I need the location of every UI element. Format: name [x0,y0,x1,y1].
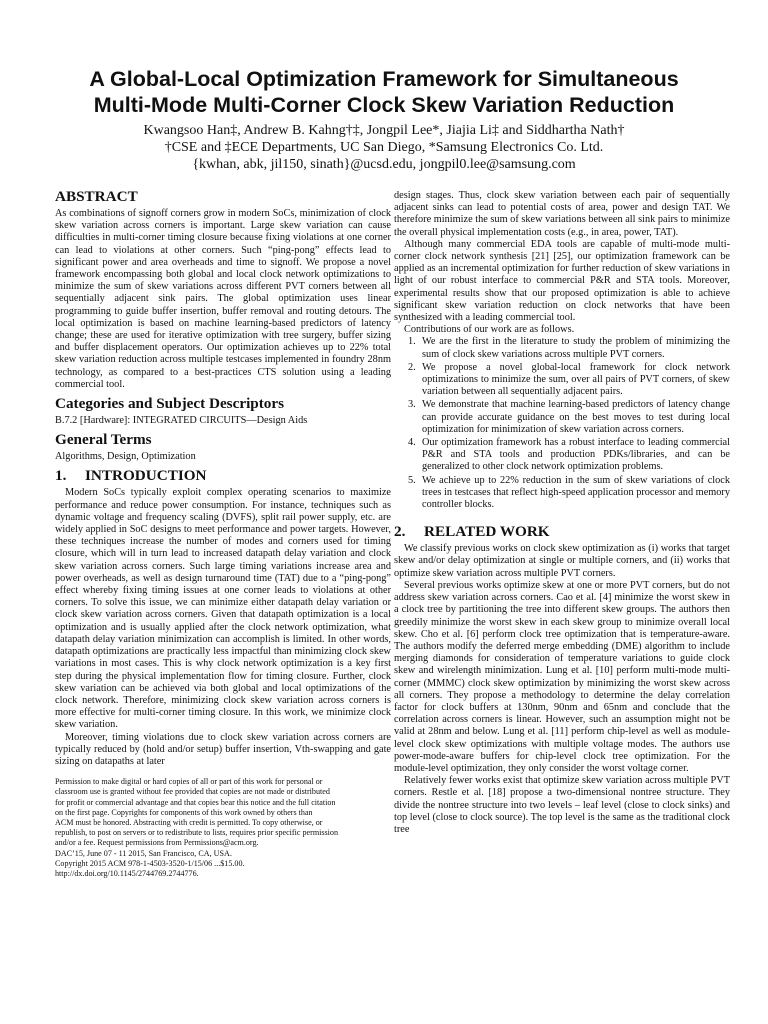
general-terms-heading: General Terms [55,431,152,449]
section-number: 2. [394,523,406,541]
list-number: 2. [408,361,416,373]
title-line-1: A Global-Local Optimization Framework for Simultaneous [89,67,679,91]
list-item-text: We are the first in the literature to study the problem of minimizing the sum of clock skew variations across multiple PVT corners. [422,336,730,360]
section-title: INTRODUCTION [85,467,207,485]
list-item-text: We demonstrate that machine learning-based predictors of latency change can provide accurate guidance on the best moves to test during local optimization for minimization of skew variation across corners. [422,399,730,435]
footnote-line: and/or a fee. Request permissions from Permissions@acm.org. [55,838,259,848]
abstract-text: As combinations of signoff corners grow in modern SoCs, minimization of clock skew variation across corners is important. Large skew variation can cause difficulties in multi-corner timing closure because fixing violations at one corner can lead to violations at other corners. Such “ping-pong” effects lead to significant power and area overheads and time to signoff. We propose a novel framework encompassing both global and local clock network optimizations to minimize the sum of skew variations across different PVT corners between all sequentially adjacent sink pairs. The global optimization uses linear programming to guide buffer insertion, buffer removal and routing detours. The local optimization is based on machine learning-based predictors of latency change; these are used for iterative optimization with tree surgery, buffer sizing and buffer displacement operators. Our optimization achieves up to 22% total skew variation reduction across multiple testcases implemented in foundry 28nm technology, as compared to a best-practices CTS solution using a leading commercial tool. [55,208,391,390]
footnote-line: Copyright 2015 ACM 978-1-4503-3520-1/15/06 ...$15.00. [55,858,245,868]
introduction-paragraph-2: Moreover, timing violations due to clock skew variation across corners are typically reduced by (hold and/or setup) buffer insertion, Vth-swapping and gate sizing on datapaths at later [55,731,391,767]
section-number: 1. [55,467,67,485]
list-item [394,336,730,360]
related-work-paragraph-1: We classify previous works on clock skew optimization as (i) works that target skew and/or delay optimization at single or multiple corners, and (ii) works that optimize skew variation across multiple PVT corners. [394,543,730,579]
author-block [0,122,768,173]
introduction-paragraph-1: Modern SoCs typically exploit complex operating scenarios to maximize performance and reduce power consumption. For instance, techniques such as dynamic voltage and frequency scaling (DVFS), split rail power supply, etc. are widely applied in SoC designs to meet performance and power targets. However, these techniques increase the number of modes and corners used for timing closure, which will in turn lead to increased datapath delay variation and clock skew variation across corners. Such large timing variations increase area and power overheads, as well as design turnaround time (TAT) due to a “ping-pong” effect whereby fixing timing issues at one corner leads to violations at other corners. To solve this issue, we can minimize either datapath delay variation or clock skew variation across corners. Given that datapath optimization is a local optimization and is usually applied after the clock network optimization, what datapath delay variation minimization can accomplish is limited. In other words, datapath optimizations are practically less impactful than minimizing clock skew variations in most cases. This is why clock network optimization is a key first step during the physical implementation flow for timing closure. Further, clock skew variation can be achieved via both global and local optimizations of the clock network. Therefore, minimizing clock skew variation across corners is more effective for multi-corner timing closure. In this work, we minimize clock skew variation. [55,487,391,731]
abstract-heading: ABSTRACT [55,188,138,205]
list-item [394,437,730,474]
eda-tools-paragraph: Although many commercial EDA tools are capable of multi-mode multi-corner clock network synthesis [21] [25], our optimization framework can be applied as an incremental optimization for further reduction of skew variations in light of our robust interface to commercial P&R and STA tools. Moreover, experimental results show that our proposed optimization is able to achieve significant skew variation reduction on clock networks that have been synthesized with a leading commercial tool. [394,238,730,324]
footnote-line: ACM must be honored. Abstracting with credit is permitted. To copy otherwise, or [55,817,323,827]
list-item [394,475,730,512]
section-title: RELATED WORK [424,523,550,541]
list-number: 3. [408,399,416,411]
list-item-text: We propose a novel global-local framework for clock network optimizations to minimize the sum, over all pairs of PVT corners, of skew variation between all sequentially adjacent pairs. [422,361,730,398]
categories-heading: Categories and Subject Descriptors [55,395,285,413]
categories-text: B.7.2 [Hardware]: INTEGRATED CIRCUITS—Design Aids [55,415,308,427]
left-column [55,184,391,879]
footnote-line: Permission to make digital or hard copies of all or part of this work for personal or [55,777,323,787]
footnote-line: for profit or commercial advantage and that copies bear this notice and the full citation [55,797,336,807]
author-names: Kwangsoo Han‡, Andrew B. Kahng†‡, Jongpil Lee*, Jiajia Li‡ and Siddhartha Nath† [143,123,625,138]
list-item-text: Our optimization framework has a robust interface to leading commercial P&R and STA tools and production PDKs/libraries, and can be generalized to other clock network optimization problems. [422,437,730,473]
list-item [394,362,730,399]
right-column [394,190,730,836]
footnote-line: on the first page. Copyrights for components of this work owned by others than [55,807,313,817]
footnote-line: classroom use is granted without fee provided that copies are not made or distributed [55,787,330,797]
footnote-line: republish, to post on servers or to redistribute to lists, requires prior specific permission [55,828,339,838]
list-item [394,399,730,436]
paper-title [0,66,768,118]
footnote-line: DAC’15, June 07 - 11 2015, San Francisco, CA, USA. [55,848,232,858]
design-stages-paragraph: design stages. Thus, clock skew variation between each pair of sequentially adjacent sinks can lead to potential costs of area, power and design TAT. We therefore minimize the sum of skew variations between all sink pairs to minimize the overall physical implementation costs (e.g., in area, power, TAT). [394,190,730,238]
list-number: 1. [408,336,416,348]
introduction-heading [55,467,391,485]
author-affiliations: †CSE and ‡ECE Departments, UC San Diego, *Samsung Electronics Co. Ltd. [164,140,604,155]
paper-header [0,0,768,173]
general-terms-text: Algorithms, Design, Optimization [55,451,196,463]
related-work-paragraph-3: Relatively fewer works exist that optimize skew variation across multiple PVT corners. Restle et al. [18] propose a two-dimensional nontree structure. They divide the nontree structure into two levels – leaf level (close to clock sinks) and top level (close to clock source). The top level is the same as the traditional clock tree [394,775,730,835]
related-work-heading [394,523,730,541]
footnote-line: http://dx.doi.org/10.1145/2744769.2744776. [55,868,199,878]
related-work-paragraph-2: Several previous works optimize skew at one or more PVT corners, but do not address skew variation across corners. Cao et al. [4] minimize the worst skew in a clock tree by partitioning the tree into different skew groups. The authors then greedily minimize the worst skew in each skew group to minimize overall local skew. Cho et al. [6] perform clock tree optimization that is temperature-aware. The authors modify the deferred merge embedding (DME) algorithm to include merging diamonds for consideration of temperature variations to guide clock skew and wirelength minimization. Lung et al. [10] perform multi-mode multi-corner (MMMC) clock skew optimization by minimizing the worst skew across all corners. They propose a methodology to determine the delay correlation factor for clock buffers at 130nm, 90nm and 65nm and conclude that the correlation across corners is linear. However, such an assumption might not be valid at 28nm and below. Lung et al. [11] perform chip-level as well as module-level clock skew optimizations with multiple voltage modes. The authors use power-mode-aware buffers for chip-level clock tree optimization. For the module-level optimization, they only consider the worst voltage corner. [394,579,730,774]
copyright-footnote [55,777,391,879]
contributions-list [394,336,730,511]
contributions-intro: Contributions of our work are as follows. [404,324,575,336]
list-number: 4. [408,437,416,449]
list-item-text: We achieve up to 22% reduction in the sum of skew variations of clock trees in testcases that reflect high-speed application processor and memory controller blocks. [422,474,730,511]
title-line-2: Multi-Mode Multi-Corner Clock Skew Variation Reduction [93,93,675,117]
list-number: 5. [408,474,416,486]
author-emails: {kwhan, abk, jil150, sinath}@ucsd.edu, jongpil0.lee@samsung.com [192,157,576,172]
